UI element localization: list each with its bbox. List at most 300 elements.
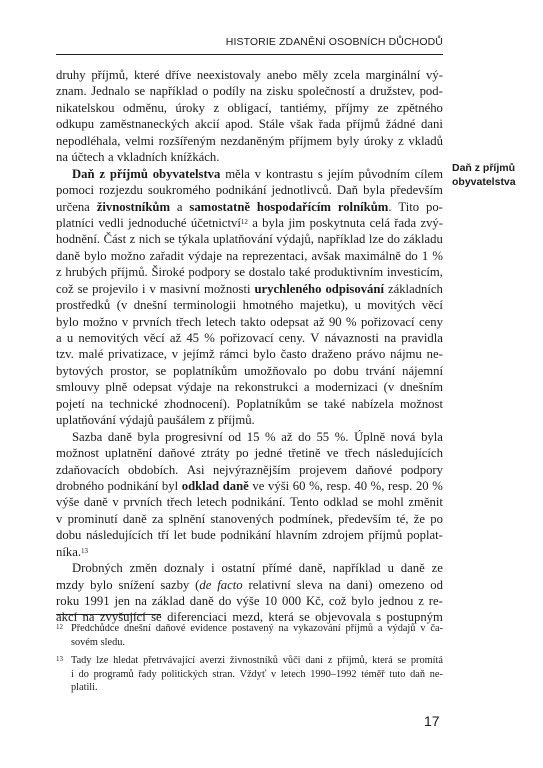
text-run: téměř <box>361 668 385 680</box>
text-run: Sazba <box>72 429 103 444</box>
text-line <box>71 668 443 682</box>
text-line <box>56 494 443 510</box>
text-run: projevilo <box>92 281 138 296</box>
text-run: pořizovací <box>361 314 415 329</box>
text-run: v <box>149 281 156 296</box>
text-run: objevovala <box>315 610 371 625</box>
text-run: neexistovaly <box>196 68 262 82</box>
text-line <box>56 67 443 83</box>
text-run: sleva <box>296 577 323 592</box>
text-run: marginální <box>365 68 421 82</box>
text-run: zaměstnaneckých <box>99 117 190 132</box>
text-run: na <box>82 610 95 625</box>
text-run: 1991 <box>84 594 110 608</box>
text-line <box>56 462 443 478</box>
text-run: například <box>317 232 366 247</box>
text-run: hledat <box>113 655 139 667</box>
text-run: výdajů, <box>276 232 314 247</box>
text-run: ostatní <box>221 561 256 576</box>
text-run: výdajů <box>387 623 416 634</box>
text-run: odměnu, <box>122 100 167 115</box>
text-run: byla <box>262 215 285 230</box>
footnote-ref: 12 <box>240 217 248 226</box>
text-run: 1 <box>421 248 429 263</box>
text-run: změn <box>129 561 158 576</box>
text-run: podpory <box>400 462 443 477</box>
text-run: omezeno <box>378 577 425 592</box>
text-run: ne- <box>429 668 443 680</box>
text-run: základu <box>403 232 443 247</box>
text-run: v <box>121 314 129 329</box>
text-run: zisku <box>266 84 294 99</box>
text-run: % <box>432 248 443 263</box>
text-run: především <box>390 183 443 198</box>
margin-note-line: Daň z příjmů <box>452 162 516 174</box>
footnote <box>56 654 443 695</box>
text-run: sovém <box>71 636 98 648</box>
text-run: lze <box>96 655 109 667</box>
text-run: na <box>384 331 397 345</box>
text-run: 000 <box>282 594 302 608</box>
text-run: obligací, <box>227 100 272 115</box>
text-run: přímé <box>262 561 292 576</box>
text-run: možno <box>82 314 118 329</box>
text-run: ze <box>431 561 443 576</box>
text-run: 60 <box>292 478 306 493</box>
text-run: zcela <box>333 68 360 82</box>
text-run: odepsat <box>133 380 172 395</box>
text-run: až <box>281 429 293 444</box>
text-run: žádné <box>385 117 416 132</box>
text-line <box>56 133 443 149</box>
text-run: byl <box>161 478 179 493</box>
text-run: příjmem <box>289 133 333 148</box>
text-line <box>56 396 443 412</box>
text-run: re- <box>428 594 443 608</box>
text-run: movitých <box>367 298 416 313</box>
text-run: se <box>397 655 407 667</box>
text-run: technické <box>109 396 158 411</box>
text-run: vkladních <box>117 150 168 165</box>
text-run: 15 <box>246 429 260 444</box>
text-line <box>56 215 443 231</box>
text-line <box>71 681 443 695</box>
text-run: vý- <box>426 68 443 82</box>
text-run: lze <box>368 232 384 247</box>
text-line <box>56 560 443 576</box>
text-run: stran. <box>212 668 235 680</box>
text-run: která <box>268 610 294 625</box>
text-run: u <box>387 561 394 576</box>
text-run: družstev, <box>369 84 416 99</box>
text-run: ztráty <box>200 446 230 461</box>
text-run: která <box>372 655 393 667</box>
text-run: Široké <box>151 265 185 280</box>
text-run: Vždyť <box>239 668 267 680</box>
text-run: na <box>56 150 68 165</box>
text-run: paušálem <box>157 413 206 428</box>
text-run: po <box>235 446 249 461</box>
text-run: 10 <box>264 594 278 608</box>
text-run: také <box>289 265 311 280</box>
text-run: dříve <box>165 68 192 82</box>
text-run: tantiémy, <box>279 100 327 115</box>
text-run: dnešní <box>123 623 151 634</box>
text-run: ceny. <box>278 331 306 345</box>
text-run: postupným <box>386 610 443 625</box>
footnotes <box>56 622 443 700</box>
text-run: ne- <box>426 347 443 362</box>
text-run: poplat- <box>406 528 443 543</box>
text-run: nich <box>138 232 161 247</box>
text-run: daňové <box>158 446 195 461</box>
text-run: sledu. <box>100 636 125 648</box>
text-run: dnešní <box>133 298 167 313</box>
text-run: jim <box>288 215 306 230</box>
text-run: i <box>211 561 215 576</box>
text-run: výše <box>56 495 80 510</box>
text-run: zařadit <box>149 248 184 263</box>
text-run: jednou <box>378 594 414 608</box>
text-line <box>71 654 443 668</box>
text-run: daně <box>189 594 214 608</box>
text-run: třech <box>166 495 193 510</box>
text-line <box>56 264 443 280</box>
text-run: dnešním <box>399 380 443 395</box>
text-run: například <box>332 561 381 576</box>
text-run: facto <box>217 577 243 592</box>
text-run: odpisování <box>325 281 384 296</box>
text-run: prostor, <box>110 363 149 378</box>
text-run: mezd, <box>232 610 263 625</box>
text-run: z <box>99 166 106 181</box>
text-run: promítá <box>410 655 443 667</box>
text-run: z <box>129 232 136 247</box>
text-run: Drobných <box>72 561 123 576</box>
text-run: uplatňování <box>56 413 116 428</box>
text-run: Asi <box>186 462 205 477</box>
text-run: s <box>317 166 323 181</box>
margin-note <box>452 162 516 189</box>
text-run: společností <box>297 84 355 99</box>
text-line <box>56 346 443 362</box>
text-run: podnikání <box>107 478 159 493</box>
text-run: do <box>218 594 232 608</box>
text-line <box>56 527 443 543</box>
text-run: do <box>387 232 400 247</box>
text-run: modernizaci <box>315 380 378 395</box>
text-line <box>56 297 443 313</box>
text-run: zhodnocení). <box>164 396 231 411</box>
text-run: na <box>217 380 230 395</box>
text-run: o <box>202 84 209 99</box>
text-run: splnění <box>168 511 206 526</box>
text-run: se <box>234 265 245 280</box>
text-run: postavený <box>231 623 274 634</box>
text-run: z <box>327 655 333 667</box>
text-run: daň <box>410 668 426 680</box>
text-run: Tento <box>290 495 319 510</box>
text-run: terminologii <box>173 298 237 313</box>
text-line <box>56 116 443 132</box>
text-run: nájmu <box>390 347 422 362</box>
text-run: trvání <box>365 363 396 378</box>
text-run: letech <box>196 495 227 510</box>
text-run: evidence <box>190 623 227 634</box>
text-run: měla <box>225 166 250 181</box>
text-line <box>56 363 443 379</box>
text-run: vykazování <box>293 623 341 634</box>
text-run: relativní <box>248 577 291 592</box>
text-run: se <box>155 363 167 378</box>
text-run: odklad <box>181 478 220 493</box>
text-run: odkupu <box>56 117 95 132</box>
text-run: progresivní <box>164 429 223 444</box>
text-run: resp. <box>388 478 413 493</box>
text-run: masivní <box>159 281 200 296</box>
text-run: anebo <box>266 68 298 82</box>
text-run: platili. <box>71 682 98 694</box>
text-run: 20 <box>415 478 429 493</box>
text-run: třech <box>175 314 202 329</box>
text-run: příjmů <box>346 117 381 132</box>
text-run: 45 <box>186 331 199 345</box>
text-run: určena <box>56 199 90 214</box>
text-run: jedné <box>254 446 283 461</box>
text-run: diferenciaci <box>167 610 227 625</box>
text-run: prominutí <box>67 511 118 526</box>
text-run: bylo <box>90 577 113 592</box>
text-run: podmínek, <box>279 511 333 526</box>
text-run: dobu <box>56 528 82 543</box>
text-line <box>56 248 443 264</box>
text-run: % <box>265 429 276 444</box>
text-run: třetině <box>288 446 321 461</box>
text-run: daně <box>222 478 249 493</box>
text-run: na <box>226 248 239 263</box>
text-run: řady <box>138 668 157 680</box>
text-line <box>56 379 443 395</box>
text-run: produktivním <box>314 265 384 280</box>
text-run: poplatníkům <box>173 363 238 378</box>
text-run: se <box>362 495 374 510</box>
text-run: pravidla <box>401 331 443 345</box>
text-run: uplatňování <box>212 232 273 247</box>
text-line <box>56 412 443 428</box>
text-run: jen <box>114 594 130 608</box>
text-run: účetnictví <box>190 215 241 230</box>
text-run: podnikání <box>220 528 272 543</box>
text-run: v <box>171 347 179 362</box>
text-run: Daň <box>336 183 359 198</box>
text-run: Část <box>103 232 127 247</box>
text-run: základ <box>151 594 185 608</box>
text-run: což <box>56 281 74 296</box>
text-run: za <box>152 511 164 526</box>
text-run: příjmů <box>345 623 374 634</box>
text-run: hrubých <box>65 265 107 280</box>
text-run: smlouvy <box>56 380 100 395</box>
text-run: na <box>134 594 147 608</box>
text-run: %, <box>370 478 385 493</box>
text-run: mohl <box>377 495 404 510</box>
text-run: jejím <box>327 166 354 181</box>
text-run: drobného <box>56 478 104 493</box>
text-run: averzi <box>199 655 226 667</box>
text-run: nepodléhala, <box>56 133 121 148</box>
text-run: urychleného <box>254 281 322 296</box>
text-run: 40 <box>354 478 368 493</box>
text-run: dani <box>421 117 443 132</box>
text-line <box>56 593 443 609</box>
text-run: pořizovací <box>219 331 274 345</box>
text-run: věcí <box>421 298 443 313</box>
text-run: umožňovalo <box>244 363 307 378</box>
text-line <box>56 231 443 247</box>
text-run: nájemní <box>402 363 443 378</box>
footnote-ref: 13 <box>81 546 89 555</box>
text-run: byla <box>137 429 160 444</box>
text-run: příjmy <box>335 100 369 115</box>
text-run: pomoci <box>56 183 95 198</box>
text-run: které <box>134 68 160 82</box>
text-run: hmotného <box>242 298 294 313</box>
text-line <box>56 478 443 494</box>
text-run: u <box>66 331 74 345</box>
text-run: po- <box>425 199 443 214</box>
text-run: po <box>430 511 443 526</box>
text-run: možnost <box>399 396 443 411</box>
text-run: výdaje <box>177 380 212 395</box>
text-run: %, <box>309 478 323 493</box>
text-run: byla <box>421 429 443 444</box>
text-run: přetrvávající <box>143 655 196 667</box>
text-run: byly <box>336 133 360 148</box>
text-run: poskytnuta <box>309 215 366 230</box>
text-run: se <box>151 610 162 625</box>
text-run: se <box>307 396 318 411</box>
text-run: de <box>199 577 212 592</box>
text-run: % <box>204 331 215 345</box>
text-run: podpory <box>188 265 231 280</box>
text-run: dostalo <box>248 265 286 280</box>
text-run: soukromého <box>147 183 211 198</box>
text-run: rozjezdu <box>99 183 143 198</box>
text-line <box>56 314 443 330</box>
text-run: úroky <box>363 133 394 148</box>
text-run: od <box>228 429 242 444</box>
text-run: třech <box>344 446 370 461</box>
text-run: dani <box>305 655 324 667</box>
text-run: Úplně <box>354 429 386 444</box>
text-line <box>56 577 443 593</box>
text-run: účtech <box>71 150 105 165</box>
text-run: možnost <box>56 446 99 461</box>
text-run: obdobích. <box>127 462 179 477</box>
text-run: což <box>328 594 347 608</box>
text-run: nejvýraznějším <box>213 462 291 477</box>
text-run: bylo <box>56 314 79 329</box>
text-line <box>56 544 443 560</box>
text-run: akcií <box>194 117 220 132</box>
footnote-rule <box>56 614 161 615</box>
text-run: v <box>271 668 277 680</box>
text-run: se <box>134 84 146 99</box>
text-run: na <box>91 396 104 411</box>
text-run: doznaly <box>164 561 205 576</box>
text-run: především <box>338 511 391 526</box>
margin-note-line: obyvatelstva <box>452 175 516 188</box>
text-line <box>56 149 443 165</box>
text-run: daňové <box>155 623 186 634</box>
text-run: 1990–1992 <box>310 668 357 680</box>
text-run: nikatelskou <box>56 100 115 115</box>
text-run: jednoduché <box>128 215 187 230</box>
text-run: se <box>77 281 89 296</box>
text-run: hlavním <box>275 528 318 543</box>
text-run: politických <box>161 668 208 680</box>
text-run: roku <box>56 594 80 608</box>
text-run: let <box>173 528 187 543</box>
page-number: 17 <box>424 713 440 729</box>
text-run: 55 <box>316 429 330 444</box>
text-line <box>56 511 443 527</box>
text-run: 90 <box>328 314 342 329</box>
text-run: té, <box>396 511 409 526</box>
text-run: nabízela <box>351 396 394 411</box>
text-run: často <box>280 347 307 362</box>
text-run: Kč, <box>305 594 324 608</box>
text-run: věcí <box>143 331 165 345</box>
text-run: po <box>313 363 327 378</box>
text-run: pojetí <box>56 396 85 411</box>
text-run: rolníkům <box>337 199 389 214</box>
text-run: akcí <box>56 610 78 625</box>
text-run: tuto <box>389 668 406 680</box>
text-run: v <box>56 511 63 526</box>
text-run: ve <box>252 478 265 493</box>
footnote <box>56 622 443 649</box>
text-run: zdrojem <box>322 528 364 543</box>
text-run: uplatnění <box>105 446 153 461</box>
text-run: prostředků <box>56 298 111 313</box>
text-run: možno <box>110 248 146 263</box>
text-line <box>56 199 443 215</box>
text-run: v <box>112 495 119 510</box>
text-run: příjmů <box>368 528 403 543</box>
text-run: daně, <box>298 561 326 576</box>
text-run: Předchůdce <box>71 623 120 634</box>
text-run: a <box>303 380 310 395</box>
body-text <box>56 67 443 626</box>
text-run: maximálně <box>344 248 401 263</box>
text-run: daně <box>107 429 132 444</box>
text-run: odklad <box>323 495 358 510</box>
text-run: letech <box>205 314 236 329</box>
text-run: nezdaněným <box>220 133 285 148</box>
text-run: reprezentaci, <box>242 248 308 263</box>
text-run: a <box>359 84 366 99</box>
text-run: dani) <box>346 577 373 592</box>
text-run: rozšířeným <box>158 133 216 148</box>
text-run: prvních <box>132 314 172 329</box>
text-run: mzdy <box>56 577 85 592</box>
text-run: snížení <box>118 577 155 592</box>
text-run: i <box>141 281 146 296</box>
text-run: zvyšující <box>99 610 146 625</box>
text-run: v <box>254 166 262 181</box>
text-run: apod. <box>225 117 254 132</box>
